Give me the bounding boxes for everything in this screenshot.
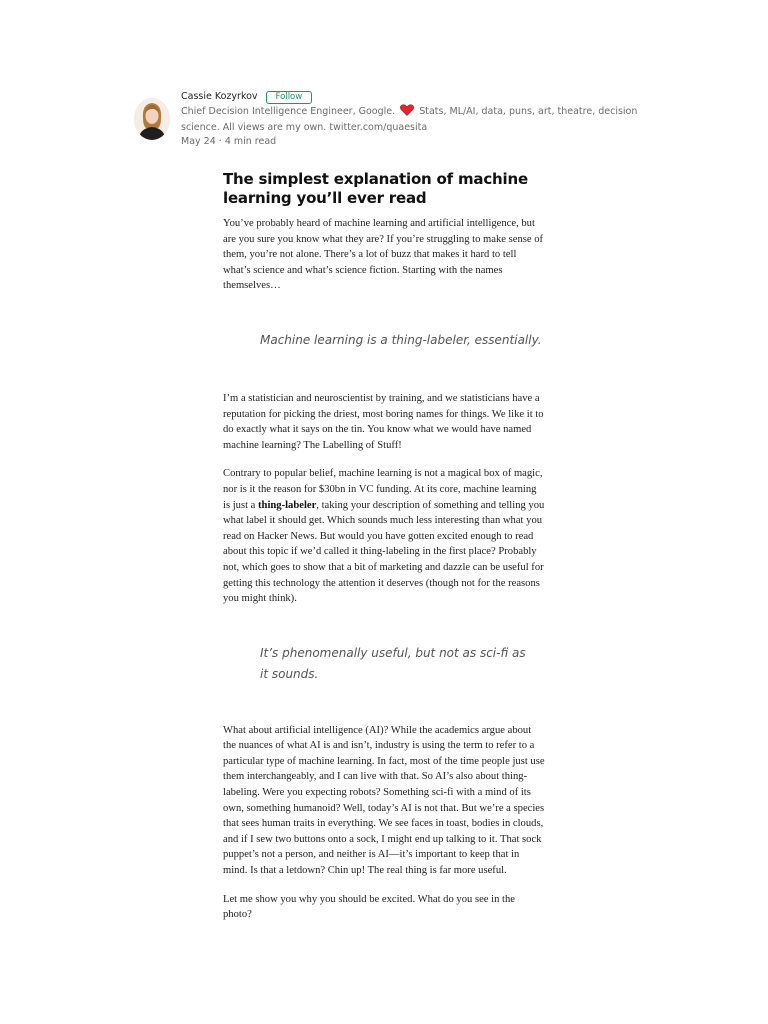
paragraph-ai: What about artificial intelligence (AI)? While the academics argue about the nuances of what AI is and isn’t, industry is using the term to refer to a particular type of machine learning. In fact, most of the time people just use them interchangeably, and I can live with that. So AI’s also about thing-labeling. Were you expecting robots? Something sci-fi with a mind of its own, something humanoid? Well, today’s AI is not that. But we’re a species that sees human traits in everything. We see faces in toast, bodies in clouds, and if I sew two buttons onto a sock, I might end up talking to it. That sock puppet’s not a person, and neither is AI—it’s important to keep that in mind. Is that a letdown? Chin up! The real thing is far more useful.	[223, 724, 545, 877]
avatar-portrait	[134, 98, 170, 140]
author-name[interactable]: Cassie Kozyrkov	[181, 91, 258, 102]
article-title: The simplest explanation of machine learning you’ll ever read	[223, 170, 528, 207]
intro-paragraph: You’ve probably heard of machine learning and artificial intelligence, but are you sure you know what they are? If you’re struggling to make sense of them, you’re not alone. There’s a lot of buzz that makes it hard to tell what’s science and what’s science fiction. Starting with the names themselves…	[223, 218, 544, 292]
bio-text-end: Stats, ML/AI, data, puns, art, theatre, decision science. All views are my own. twitter.com/quaesita	[181, 106, 638, 133]
read-time: 4 min read	[224, 136, 277, 147]
paragraph-thing-labeler	[223, 466, 545, 606]
pull-quote-1: Machine learning is a thing-labeler, essentially.	[260, 332, 542, 347]
para2-start: Contrary to popular belief, machine learning is not a magical box of magic, nor is it the reason for $30bn in VC funding. At its core, machine learning is just a	[223, 468, 543, 511]
author-avatar[interactable]	[134, 98, 170, 140]
para2-end: , taking your description of something and telling you what label it should get. Which sounds much less interesting than what you read on Hacker News. But would you have gotten excited enough to read about this topic if we’d called it thing-labeling in the first place? Probably not, which goes to show that a bit of marketing and dazzle can be useful for getting this technology the attention it deserves (though not for the reasons you might think).	[223, 499, 545, 605]
author-meta	[181, 90, 641, 149]
author-bio	[181, 104, 641, 135]
article-body	[223, 170, 545, 923]
dateline-separator: ·	[215, 136, 225, 147]
dateline	[181, 135, 641, 149]
paragraph-photo: Let me show you why you should be excited. What do you see in the photo?	[223, 893, 515, 921]
paragraph-statistician: I’m a statistician and neuroscientist by training, and we statisticians have a reputation for picking the driest, most boring names for things. We like it to do exactly what it says on the tin. You know what we would have named machine learning? The Labelling of Stuff!	[223, 392, 544, 451]
follow-button[interactable]: Follow	[266, 91, 313, 104]
pull-quote-2-line-2: it sounds.	[260, 666, 319, 681]
bio-text-start: Chief Decision Intelligence Engineer, Google.	[181, 106, 396, 117]
pull-quote-2-line-1: It’s phenomenally useful, but not as sci-fi as	[260, 645, 526, 660]
pull-quote-2	[223, 643, 545, 685]
heart-icon	[400, 104, 414, 121]
publish-date: May 24	[181, 136, 216, 147]
thing-labeler-term: thing-labeler	[258, 499, 317, 511]
